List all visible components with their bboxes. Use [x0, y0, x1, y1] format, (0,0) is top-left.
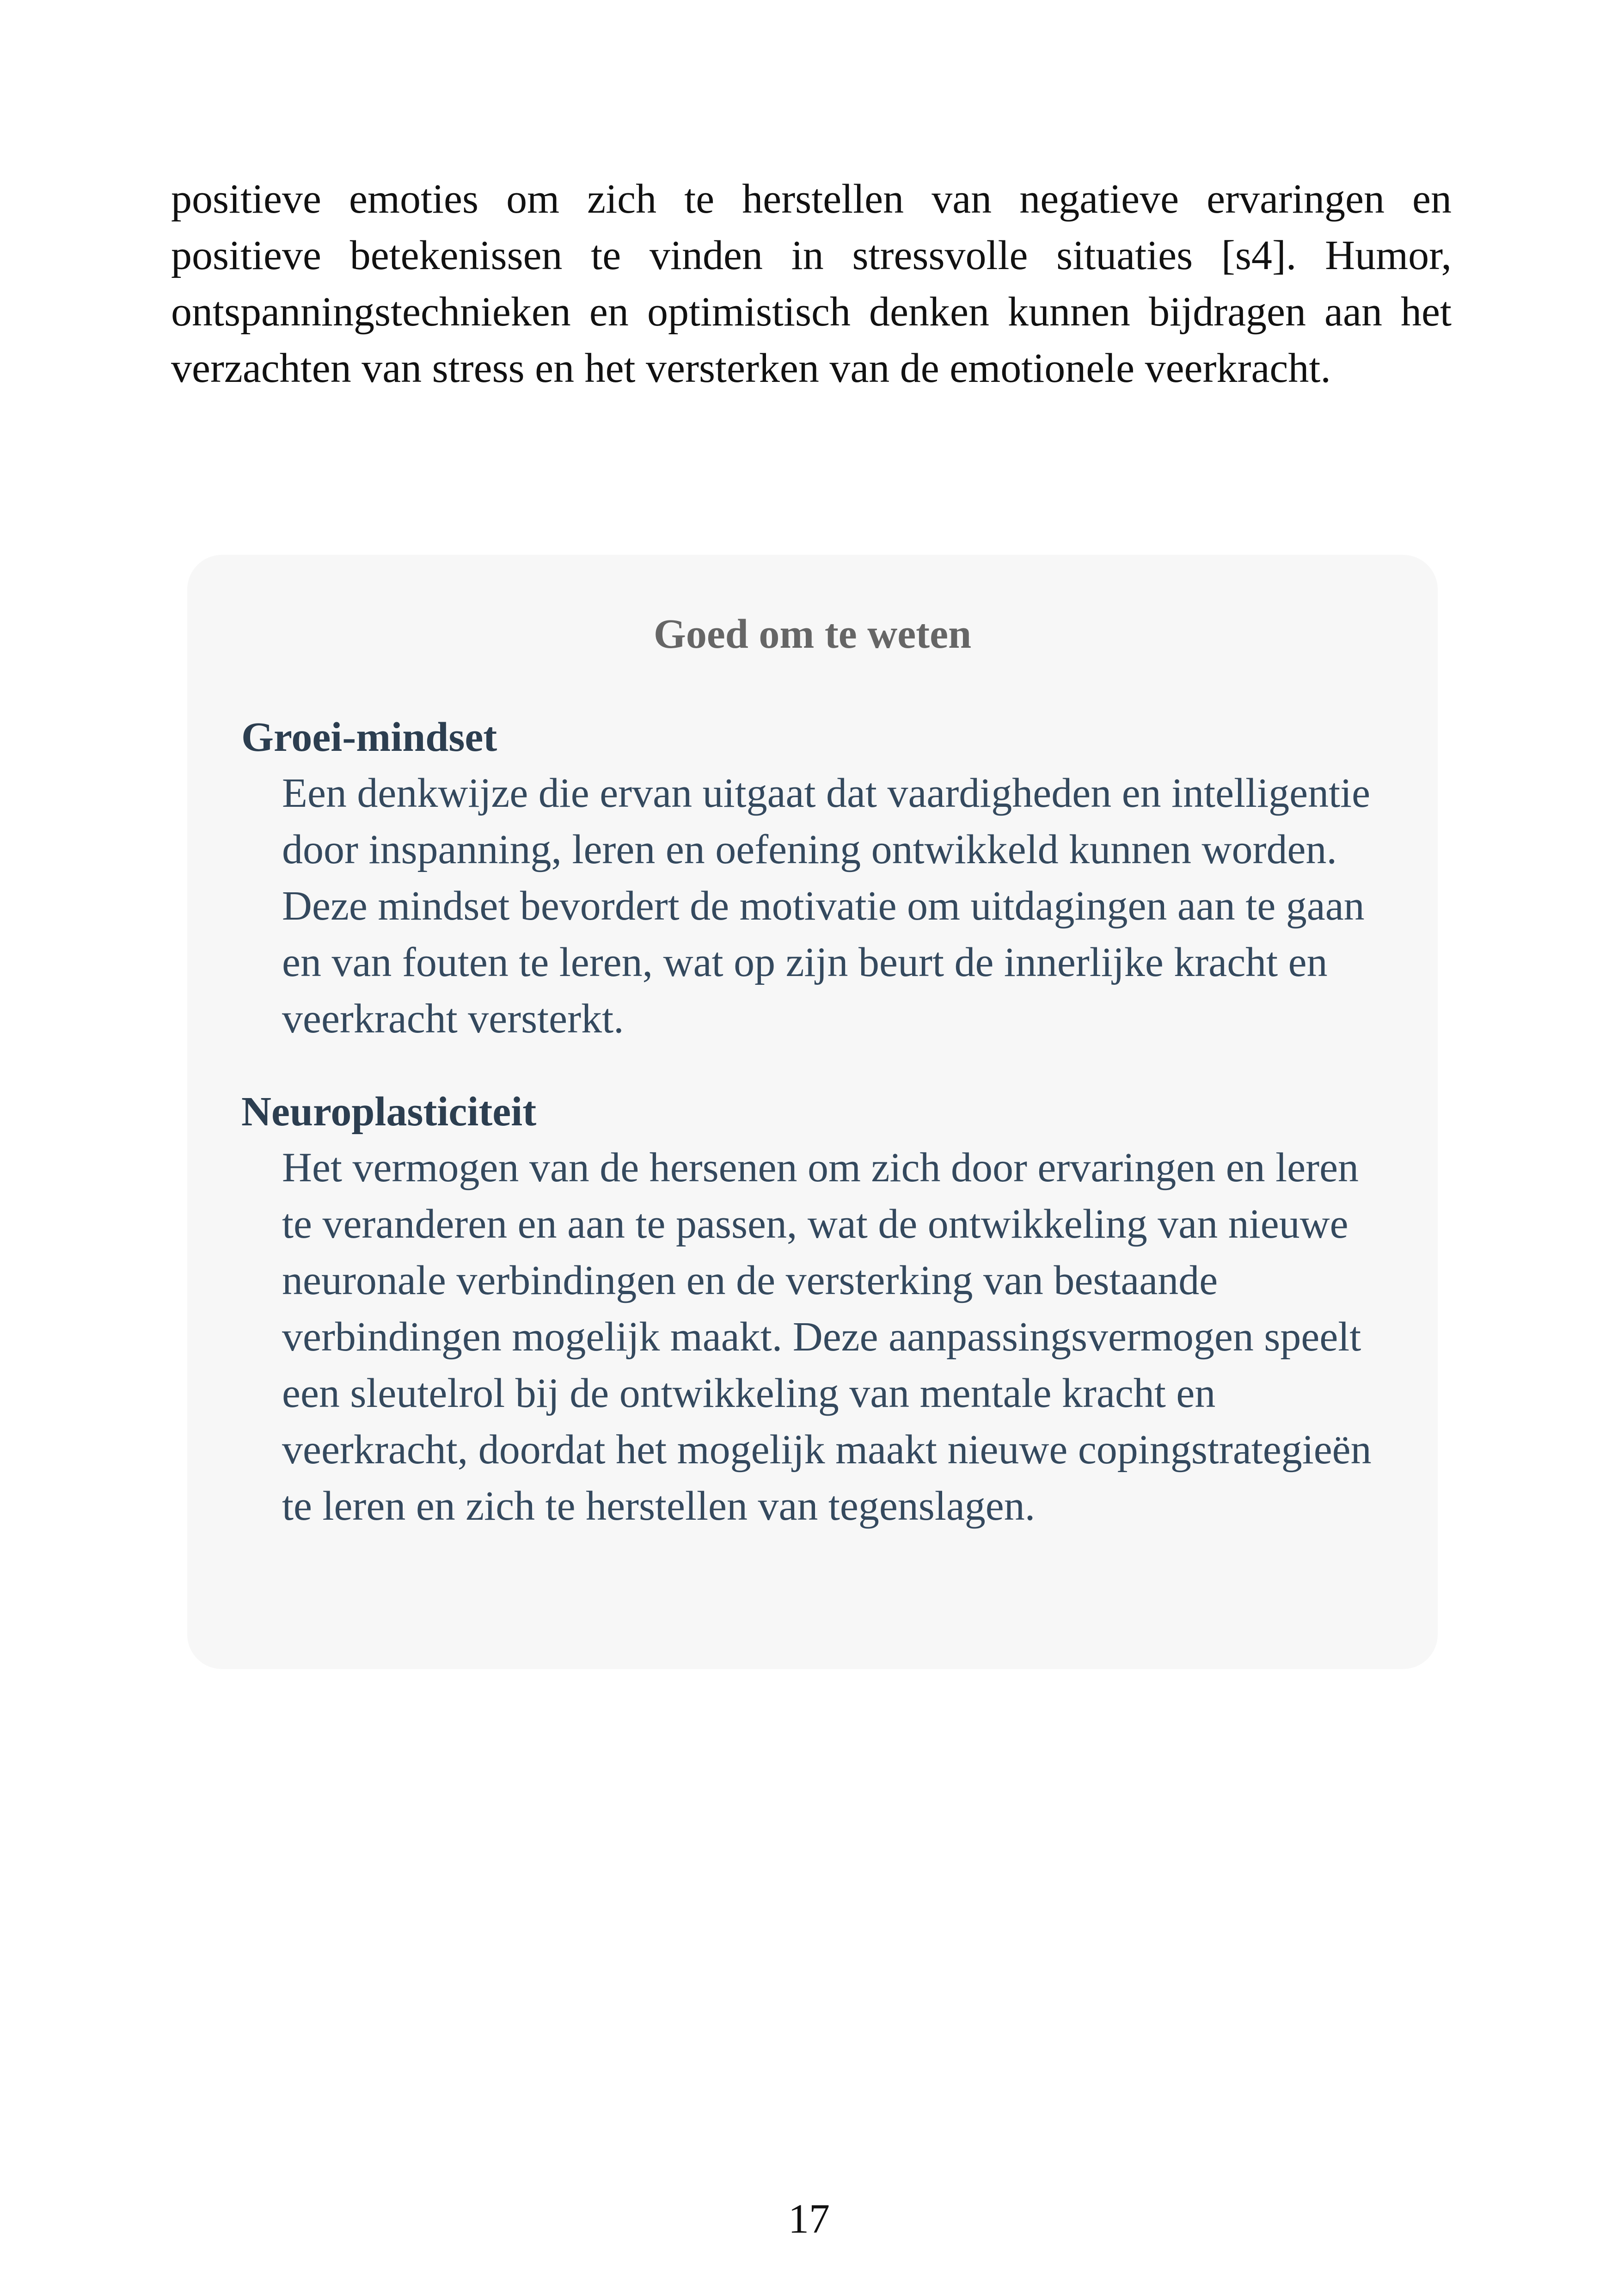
info-box-title: Goed om te weten	[653, 611, 972, 657]
term-neuroplasticiteit: Neuroplasticiteit	[241, 1089, 537, 1135]
info-box	[187, 555, 1438, 1669]
definition-groei-mindset: Een denkwijze die ervan uitgaat dat vaardigheden en intelligentie door inspanning, leren en oefening ontwikkeld kunnen worden. Deze mindset bevordert de motivatie om uitdagingen aan te gaan en van fouten te leren, wat op zijn beurt de innerlijke kracht en veerkracht versterkt.	[282, 770, 1371, 1042]
definition-neuroplasticiteit: Het vermogen van de hersenen om zich door ervaringen en leren te veranderen en aan te passen, wat de ontwikkeling van nieuwe neuronale verbindingen en de versterking van bestaande verbindingen mogelijk maakt. Deze aanpassingsvermogen speelt een sleutelrol bij de ontwikkeling van mentale kracht en veerkracht, doordat het mogelijk maakt nieuwe copingstrategieën te leren en zich te herstellen van tegenslagen.	[282, 1145, 1372, 1529]
term-groei-mindset: Groei-mindset	[241, 714, 497, 760]
page-number: 17	[788, 2196, 830, 2242]
body-paragraph: positieve emoties om zich te herstellen van negatieve ervaringen en positieve betekenissen te vinden in stressvolle situaties [s4]. Humor, ontspanningstechnieken en optimistisch denken kunnen bijdragen aan het verzachten van stress en het versterken van de emotionele veerkracht.	[171, 176, 1452, 391]
